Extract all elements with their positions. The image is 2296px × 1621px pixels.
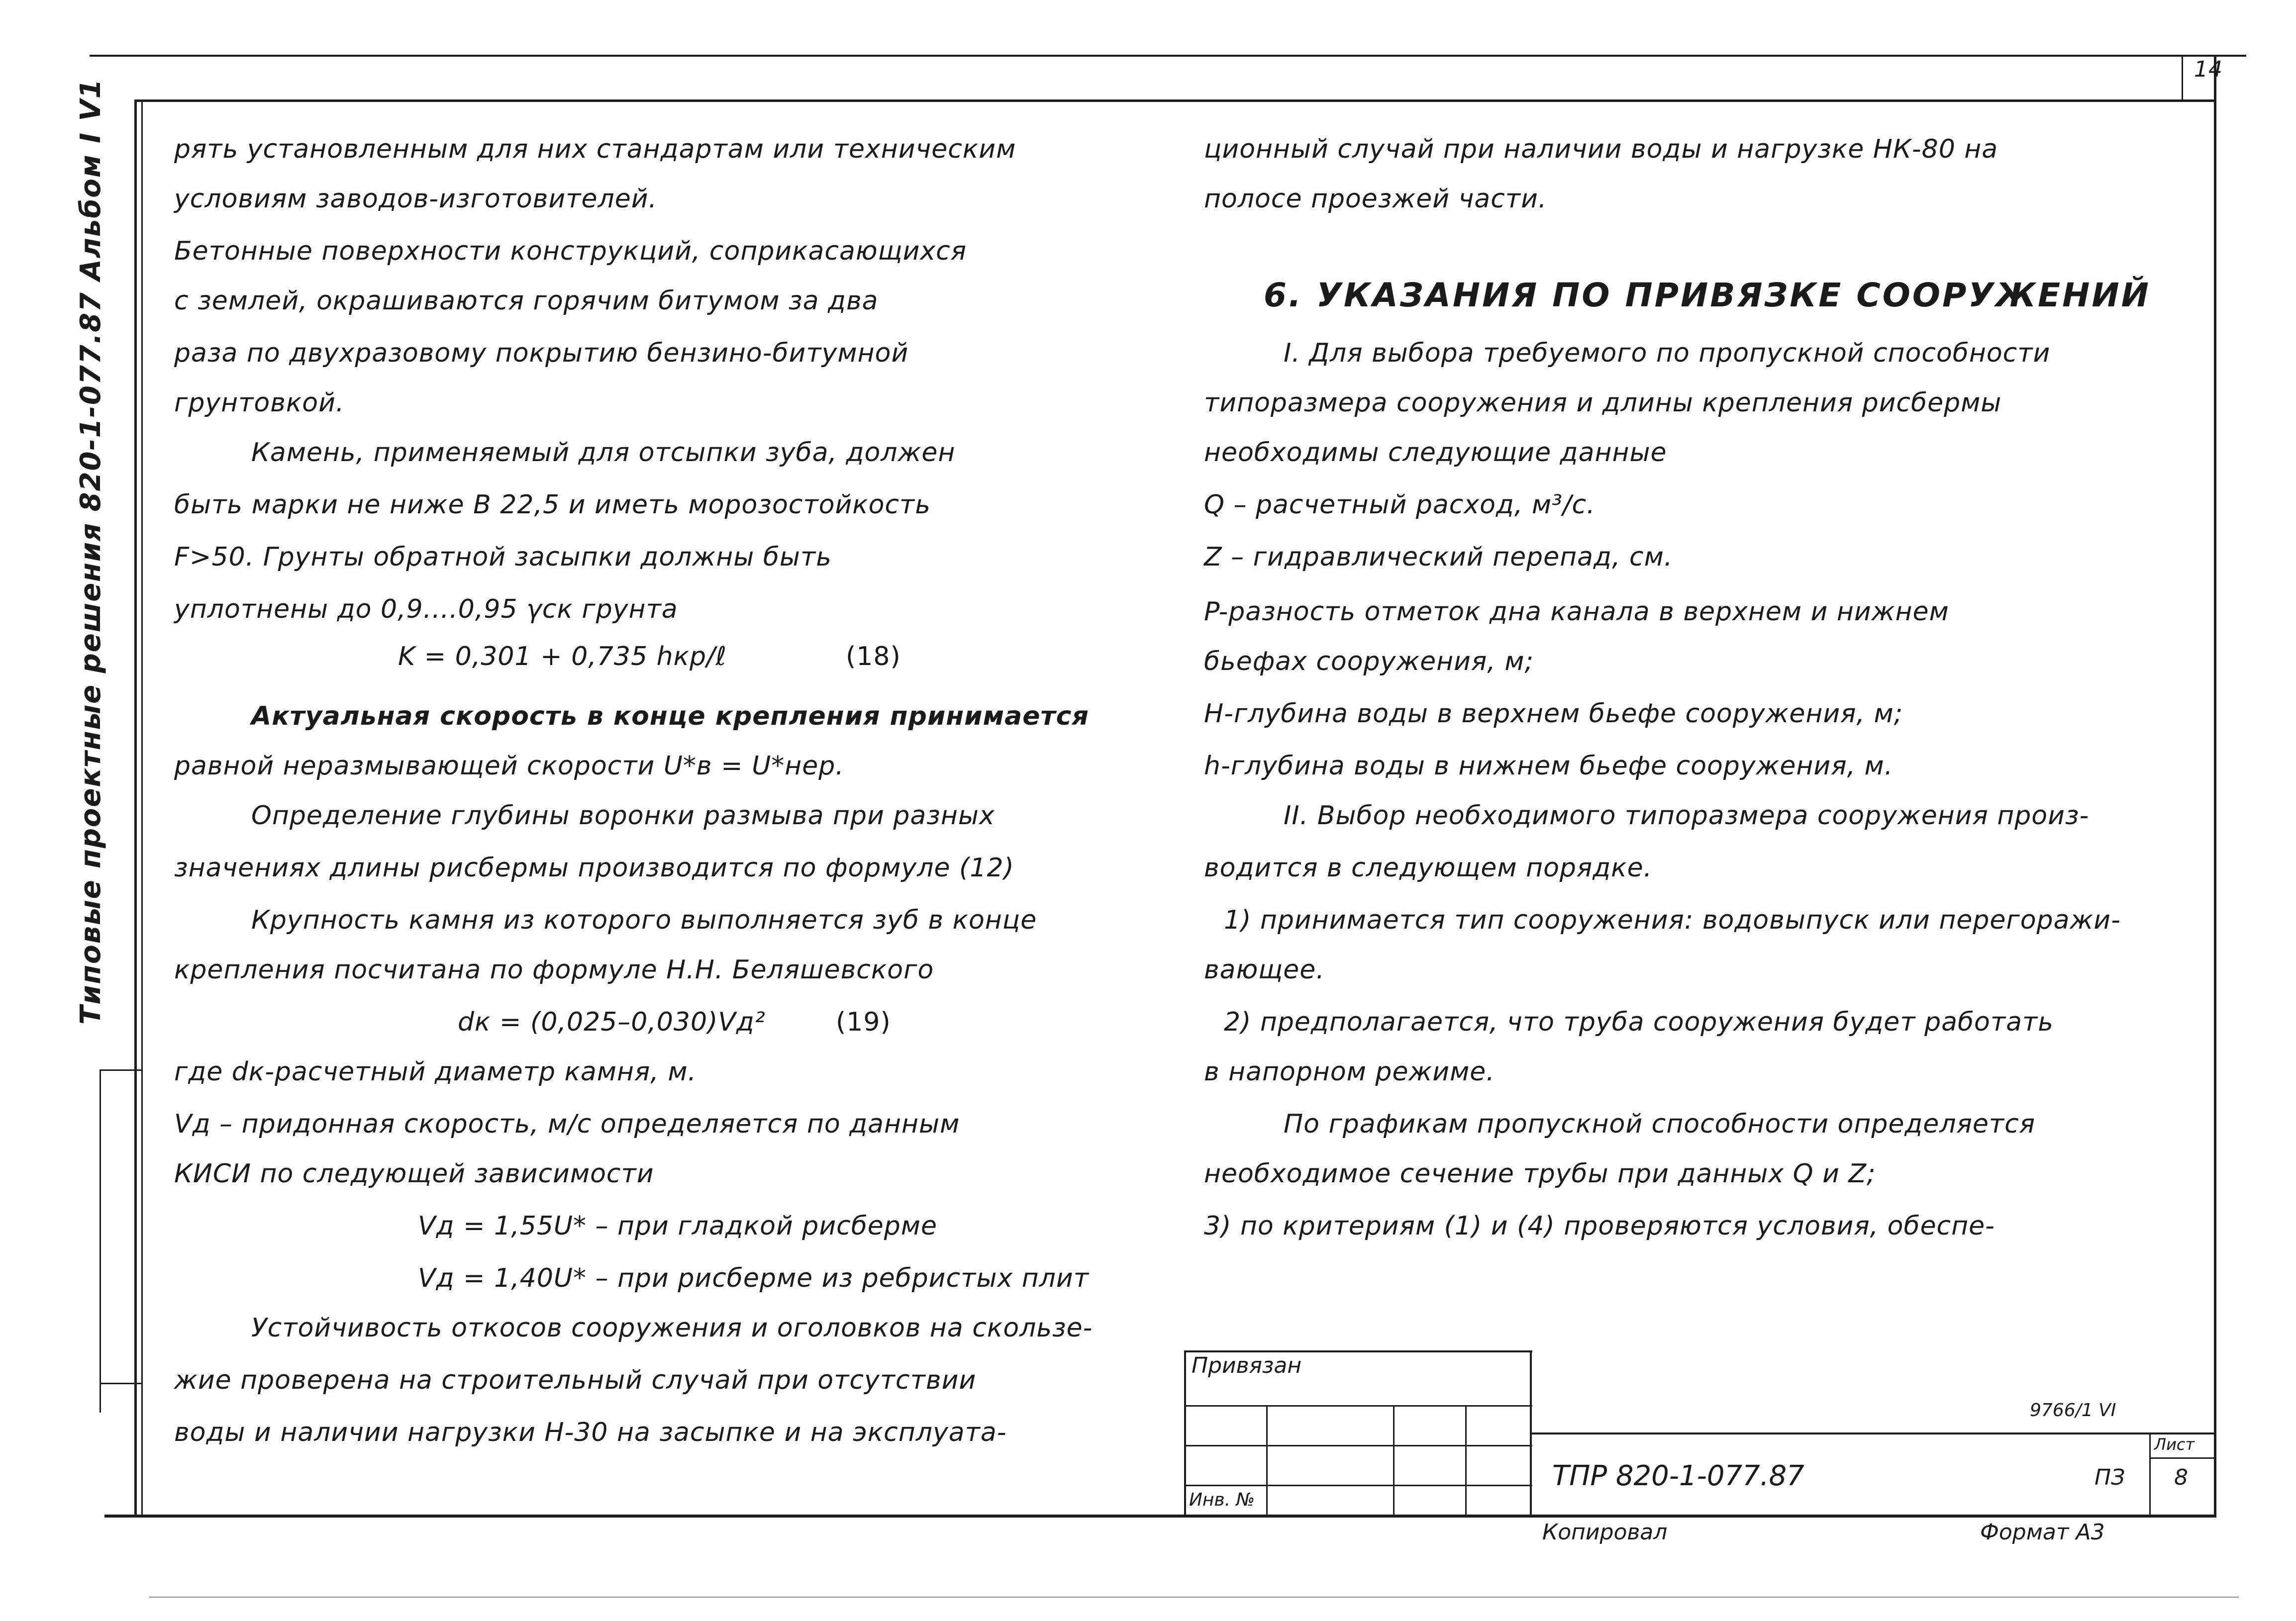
left-line: Vд – придонная скорость, м/с определяется по данным — [174, 1109, 960, 1139]
left-line: с землей, окрашиваются горячим битумом за два — [174, 286, 879, 316]
right-frame-line — [2214, 55, 2216, 1517]
frame-bottom-line — [104, 1515, 2216, 1518]
frame-top-line — [134, 99, 2216, 102]
left-line: Определение глубины воронки размыва при разных — [251, 801, 995, 831]
left-line: рять установленным для них стандартам или техническим — [174, 134, 1016, 164]
left-frame-line — [134, 99, 137, 1517]
right-line: Z – гидравлический перепад, см. — [1204, 542, 1673, 572]
stamp-list-number: 8 — [2174, 1465, 2188, 1490]
page-number: 14 — [2194, 57, 2223, 82]
left-inner-line — [141, 99, 143, 1517]
right-line: необходимое сечение трубы при данных Q и Z; — [1204, 1159, 1876, 1189]
margin-line — [100, 1069, 101, 1413]
left-line: уплотнены до 0,9....0,95 γск грунта — [174, 594, 678, 624]
footer-copied: Копировал — [1542, 1520, 1668, 1545]
left-line: раза по двухразовому покрытию бензино-битумной — [174, 338, 909, 368]
left-line: равной неразмывающей скорости U*в = U*нер. — [174, 751, 844, 781]
left-line: крепления посчитана по формуле Н.Н. Беляшевского — [174, 955, 934, 985]
left-line: жие проверена на строительный случай при отсутствии — [174, 1365, 977, 1395]
stamp-line — [2149, 1457, 2216, 1459]
left-line: значениях длины рисбермы производится по формуле (12) — [174, 853, 1014, 883]
right-line: водится в следующем порядке. — [1204, 853, 1653, 883]
right-line: типоразмера сооружения и длины крепления рисбермы — [1204, 388, 2002, 418]
footer-format: Формат А3 — [1980, 1520, 2105, 1545]
left-line: Бетонные поверхности конструкций, соприкасающихся — [174, 236, 967, 266]
stamp-document-code: ТПР 820-1-077.87 — [1552, 1460, 1804, 1492]
right-line: ционный случай при наличии воды и нагрузке НК-80 на — [1204, 134, 1998, 164]
side-title: Типовые проектные решения 820-1-077.87 Альбом I V1 — [75, 78, 107, 1025]
formula-18-number: (18) — [846, 642, 901, 671]
stamp-line — [1184, 1445, 1532, 1446]
stamp-line — [1184, 1485, 1532, 1486]
right-line: I. Для выбора требуемого по пропускной способности — [1284, 338, 2051, 368]
right-line: P-разность отметок дна канала в верхнем и нижнем — [1204, 597, 1949, 627]
right-line: вающее. — [1204, 955, 1325, 985]
formula-vd-ribbed: Vд = 1,40U* – при рисберме из ребристых плит — [418, 1263, 1090, 1293]
margin-tick — [100, 1069, 142, 1071]
formula-18: K = 0,301 + 0,735 hкр/ℓ — [398, 642, 727, 671]
formula-vd-smooth: Vд = 1,55U* – при гладкой рисберме — [418, 1211, 937, 1241]
stamp-pz: ПЗ — [2095, 1465, 2125, 1490]
right-line: II. Выбор необходимого типоразмера сооружения произ- — [1284, 801, 2090, 831]
formula-19: dк = (0,025–0,030)Vд² — [458, 1007, 766, 1037]
left-line: Камень, применяемый для отсыпки зуба, должен — [251, 438, 956, 468]
page-number-divider — [2182, 55, 2183, 99]
right-line: 2) предполагается, что труба сооружения будет работать — [1224, 1007, 2054, 1037]
stamp-line — [1184, 1350, 1186, 1515]
section-heading: 6. УКАЗАНИЯ ПО ПРИВЯЗКЕ СООРУЖЕНИЙ — [1264, 276, 2151, 314]
right-line: H-глубина воды в верхнем бьефе сооружения, м; — [1204, 699, 1903, 729]
right-line: 3) по критериям (1) и (4) проверяются условия, обеспе- — [1204, 1211, 1995, 1241]
stamp-line — [1184, 1405, 1532, 1407]
stamp-line — [1184, 1350, 1532, 1352]
right-line: необходимы следующие данные — [1204, 438, 1667, 468]
right-line: h-глубина воды в нижнем бьефе сооружения, м. — [1204, 751, 1894, 781]
footer-rule — [149, 1597, 2239, 1598]
stamp-line — [2149, 1432, 2151, 1515]
stamp-line — [1393, 1405, 1395, 1515]
right-line: бьефах сооружения, м; — [1204, 647, 1534, 676]
formula-19-number: (19) — [836, 1007, 891, 1037]
left-line: грунтовкой. — [174, 388, 345, 418]
stamp-list-label: Лист — [2154, 1435, 2195, 1454]
left-line: Крупность камня из которого выполняется зуб в конце — [251, 905, 1037, 935]
stamp-line — [1530, 1432, 2216, 1434]
right-line: полосе проезжей части. — [1204, 184, 1547, 214]
left-line: быть марки не ниже В 22,5 и иметь морозостойкость — [174, 490, 931, 520]
left-line: где dк-расчетный диаметр камня, м. — [174, 1057, 697, 1087]
margin-tick — [100, 1383, 142, 1384]
right-line: 1) принимается тип сооружения: водовыпуск или перегоражи- — [1224, 905, 2121, 935]
stamp-privyazan: Привязан — [1192, 1353, 1302, 1378]
left-line: F>50. Грунты обратной засыпки должны быть — [174, 542, 832, 572]
left-line: воды и наличии нагрузки Н-30 на засыпке и на эксплуата- — [174, 1418, 1007, 1447]
right-line: По графикам пропускной способности определяется — [1284, 1109, 2035, 1139]
stamp-line — [1266, 1405, 1268, 1515]
right-line: Q – расчетный расход, м³/с. — [1204, 490, 1596, 520]
left-line: Устойчивость откосов сооружения и оголовков на скользе- — [251, 1313, 1093, 1343]
top-edge-line — [90, 56, 2244, 57]
right-line: в напорном режиме. — [1204, 1057, 1495, 1087]
stamp-inv: Инв. № — [1189, 1490, 1255, 1510]
left-line: Актуальная скорость в конце крепления принимается — [251, 701, 1089, 731]
left-line: условиям заводов-изготовителей. — [174, 184, 658, 214]
left-line: КИСИ по следующей зависимости — [174, 1159, 654, 1189]
stamp-line — [1465, 1405, 1467, 1515]
stamp-code: 9766/1 VI — [2030, 1400, 2116, 1421]
